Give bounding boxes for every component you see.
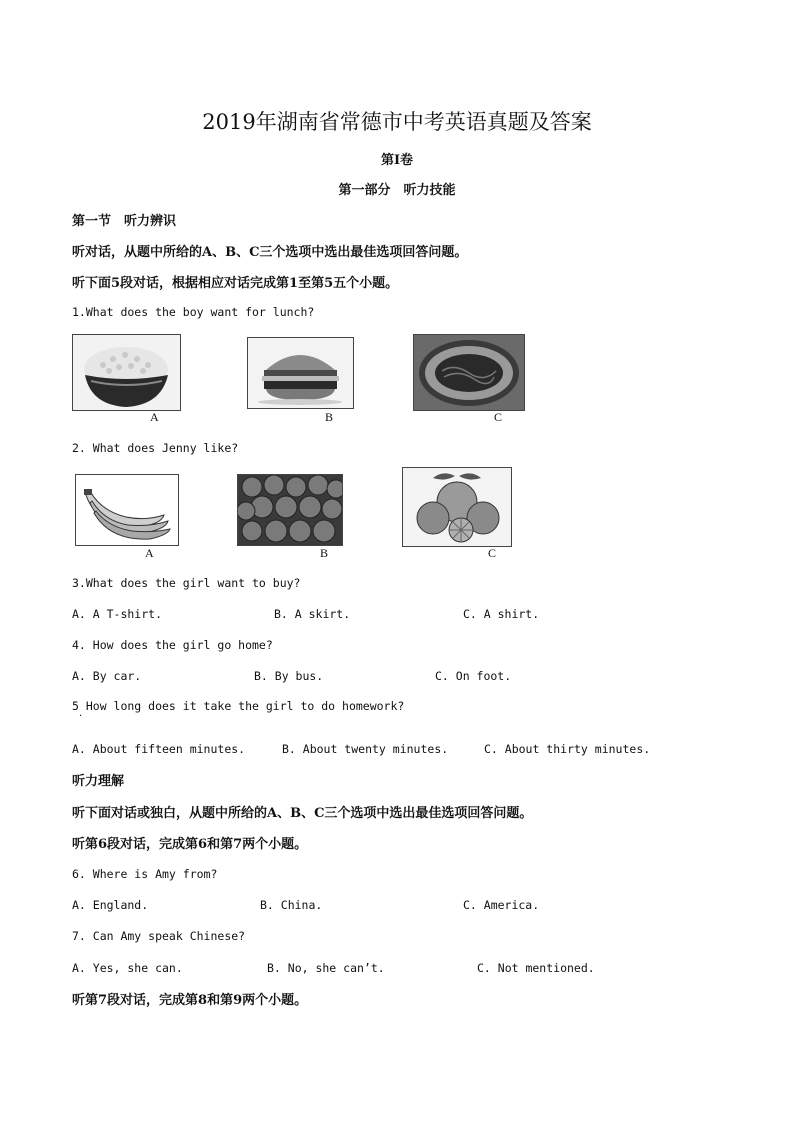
q3-option-c: C. A shirt. <box>463 607 540 621</box>
q2-label-a: A <box>145 546 154 560</box>
dialog7-instruction: 听第7段对话，完成第8和第9两个小题。 <box>72 993 308 1008</box>
q5-option-c: C. About thirty minutes. <box>484 742 651 756</box>
q6-option-a: A. England. <box>72 898 149 912</box>
q2-label-b: B <box>320 546 329 560</box>
q1-label-a: A <box>150 410 159 424</box>
q4-option-b: B. By bus. <box>254 669 324 683</box>
q4-option-a: A. By car. <box>72 669 142 683</box>
question-5: 5 How long does it take the girl to do homework? <box>72 699 405 713</box>
q3-option-b: B. A skirt. <box>274 607 351 621</box>
q7-option-c: C. Not mentioned. <box>477 961 595 975</box>
q7-option-a: A. Yes, she can. <box>72 961 183 975</box>
question-2: 2. What does Jenny like? <box>72 441 239 455</box>
section2-heading: 听力理解 <box>72 774 125 789</box>
oranges-picture <box>402 467 512 547</box>
q3-option-a: A. A T-shirt. <box>72 607 163 621</box>
q1-label-b: B <box>325 410 334 424</box>
q7-option-b: B. No, she can’t. <box>267 961 385 975</box>
question-6: 6. Where is Amy from? <box>72 867 218 881</box>
q2-label-c: C <box>488 546 497 560</box>
noodles-plate-picture <box>413 334 525 411</box>
dialog6-instruction: 听第6段对话，完成第6和第7两个小题。 <box>72 837 308 852</box>
q6-option-c: C. America. <box>463 898 540 912</box>
q4-option-c: C. On foot. <box>435 669 512 683</box>
section1-heading: 第一节 听力辨识 <box>72 214 177 229</box>
rice-bowl-picture <box>72 334 181 411</box>
question-4: 4. How does the girl go home? <box>72 638 273 652</box>
q5-option-b: B. About twenty minutes. <box>282 742 449 756</box>
bananas-picture <box>75 474 179 546</box>
question-7: 7. Can Amy speak Chinese? <box>72 929 246 943</box>
strawberries-picture <box>237 474 343 546</box>
q6-option-b: B. China. <box>260 898 323 912</box>
section1-instruction: 听对话，从题中所给的A、B、C三个选项中选出最佳选项回答问题。 <box>72 245 468 260</box>
part-heading: 第一部分 听力技能 <box>338 183 456 198</box>
question-1: 1.What does the boy want for lunch? <box>72 305 315 319</box>
hamburger-picture <box>247 337 354 409</box>
section1-sub-instruction: 听下面5段对话，根据相应对话完成第1至第5五个小题。 <box>72 276 399 291</box>
section2-instruction: 听下面对话或独白，从题中所给的A、B、C三个选项中选出最佳选项回答问题。 <box>72 806 533 821</box>
q5-option-a: A. About fifteen minutes. <box>72 742 246 756</box>
question-3: 3.What does the girl want to buy? <box>72 576 301 590</box>
q1-label-c: C <box>494 410 503 424</box>
stray-dot: · <box>79 711 83 722</box>
volume-heading: 第I卷 <box>380 153 414 168</box>
page-title: 2019年湖南省常德市中考英语真题及答案 <box>202 110 592 134</box>
